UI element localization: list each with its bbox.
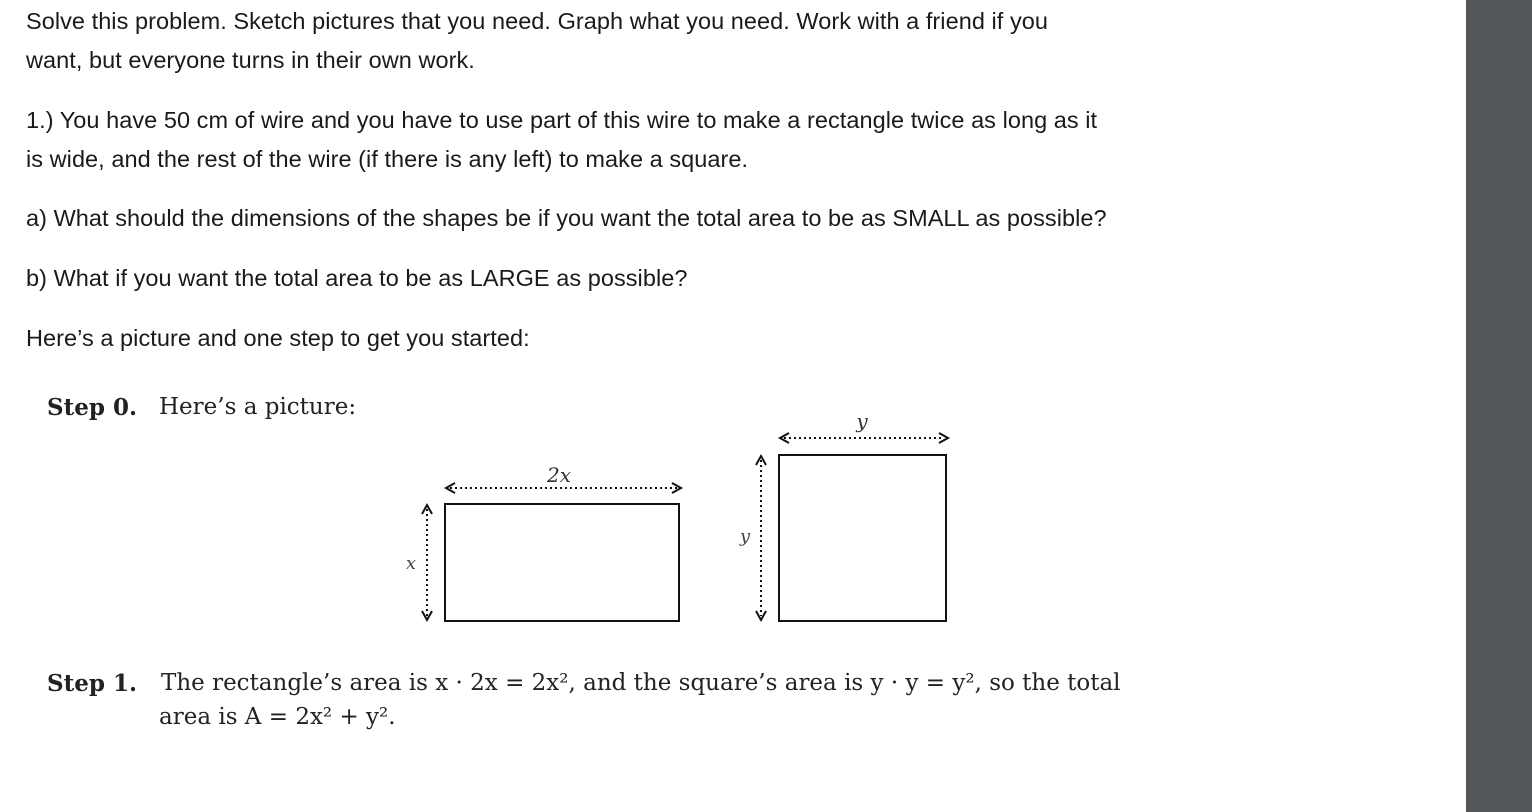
step1-label-text: Step 1. [47, 670, 137, 697]
part-a-question: a) What should the dimensions of the shapes be if you want the total area to be as SMALL as possible? [26, 205, 1107, 231]
step0-label-text: Step 0. [47, 394, 137, 421]
rect-height-label: x [405, 553, 417, 574]
square-width-label: y [856, 409, 868, 433]
rect-width-label: 2x [546, 463, 572, 487]
rectangle-shape [445, 504, 679, 621]
step0-text: Here’s a picture: [159, 394, 357, 420]
square-shape [779, 455, 946, 621]
start-hint: Here’s a picture and one step to get you started: [26, 325, 530, 351]
intro-line-2: want, but everyone turns in their own work. [26, 47, 475, 73]
problem-line-2: is wide, and the rest of the wire (if there is any left) to make a square. [26, 146, 749, 172]
step1-label [47, 670, 137, 697]
step1-line-2: area is A = 2x² + y². [159, 704, 396, 730]
intro-line-1: Solve this problem. Sketch pictures that you need. Graph what you need. Work with a friend if you [26, 8, 1048, 34]
part-b-question: b) What if you want the total area to be as LARGE as possible? [26, 265, 688, 291]
vertical-scrollbar[interactable] [1466, 0, 1532, 812]
problem-line-1: 1.) You have 50 cm of wire and you have to use part of this wire to make a rectangle twice as long as it [26, 107, 1098, 133]
step1-line-1: The rectangle’s area is x · 2x = 2x², and the square’s area is y · y = y², so the total [161, 670, 1121, 696]
square-height-label: y [739, 526, 751, 547]
